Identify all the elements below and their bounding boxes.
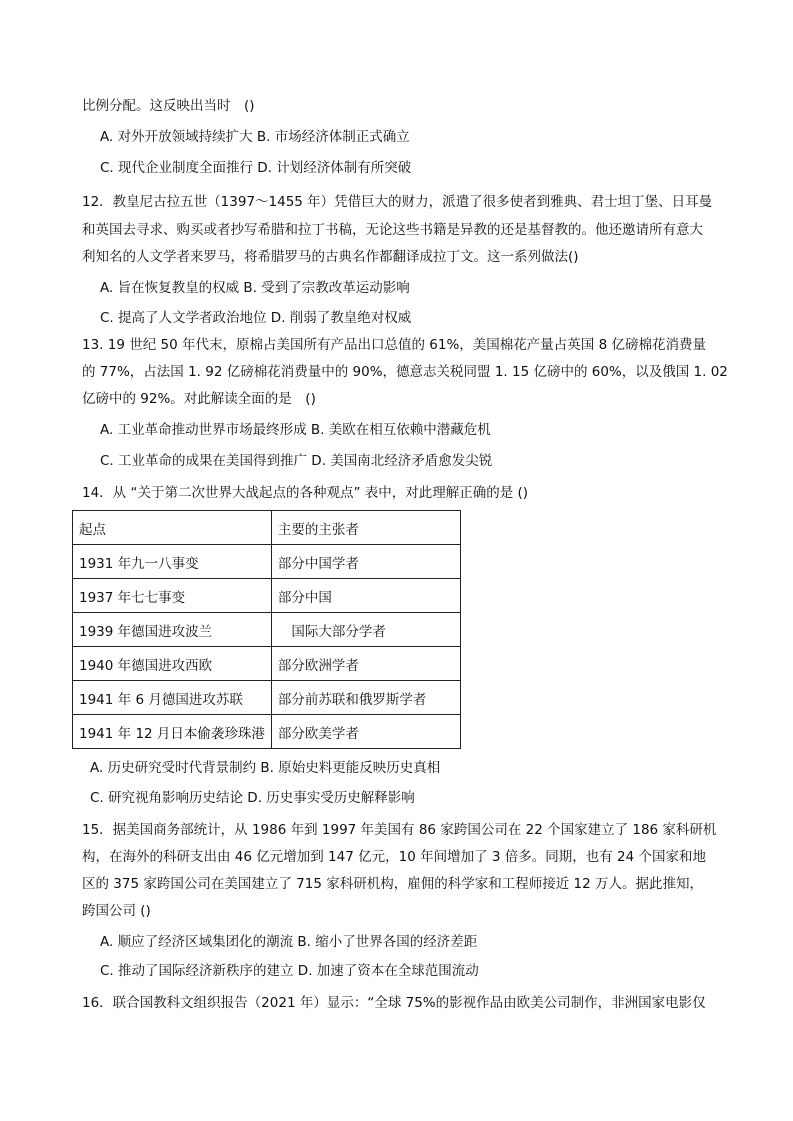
q15-stem-line2: 构，在海外的科研支出由 46 亿元增加到 147 亿元，10 年间增加了 3 倍多。同期，也有 24 个国家和地	[82, 849, 707, 865]
table-row	[73, 647, 461, 681]
table-cell: 1937 年七七事变	[73, 579, 272, 613]
table-cell: 部分中国学者	[271, 545, 460, 579]
q12-stem-line2: 和英国去寻求、购买或者抄写希腊和拉丁书稿，无论这些书籍是异教的还是基督教的。他还邀请所有意大	[82, 222, 703, 238]
table-cell: 部分前苏联和俄罗斯学者	[271, 681, 460, 715]
table-cell: 1931 年九一八事变	[73, 545, 272, 579]
q13-options-cd: C. 工业革命的成果在美国得到推广 D. 美国南北经济矛盾愈发尖锐	[100, 453, 493, 469]
q15-stem-line3: 区的 375 家跨国公司在美国建立了 715 家科研机构，雇佣的科学家和工程师接近 12 万人。据此推知，	[82, 876, 703, 892]
q13-stem-line3: 亿磅中的 92%。对此解读全面的是 ()	[82, 391, 316, 407]
table-row	[73, 579, 461, 613]
q15-stem-line1: 15．据美国商务部统计，从 1986 年到 1997 年美国有 86 家跨国公司在 22 个国家建立了 186 家科研机	[82, 822, 717, 838]
table-cell: 1941 年 6 月德国进攻苏联	[73, 681, 272, 715]
q12-options-ab: A. 旨在恢复教皇的权威 B. 受到了宗教改革运动影响	[100, 280, 410, 296]
q12-stem-line1: 12．教皇尼古拉五世（1397～1455 年）凭借巨大的财力，派遣了很多使者到雅典、君士坦丁堡、日耳曼	[82, 194, 713, 210]
q11-options-cd: C. 现代企业制度全面推行 D. 计划经济体制有所突破	[100, 160, 412, 176]
ww2-origin-table	[72, 510, 461, 749]
q11-stem-end: 比例分配。这反映出当时 ()	[82, 98, 255, 114]
table-row	[73, 681, 461, 715]
table-cell: 部分欧洲学者	[271, 647, 460, 681]
q15-options-ab: A. 顺应了经济区域集团化的潮流 B. 缩小了世界各国的经济差距	[100, 934, 478, 950]
q15-options-cd: C. 推动了国际经济新秩序的建立 D. 加速了资本在全球范围流动	[100, 963, 479, 979]
table-header-row	[73, 511, 461, 545]
q12-options-cd: C. 提高了人文学者政治地位 D. 削弱了教皇绝对权威	[100, 310, 412, 326]
table-row	[73, 715, 461, 749]
table-row	[73, 545, 461, 579]
q12-stem-line3: 利知名的人文学者来罗马，将希腊罗马的古典名作都翻译成拉丁文。这一系列做法()	[82, 249, 579, 265]
table-cell: 国际大部分学者	[271, 613, 460, 647]
q13-options-ab: A. 工业革命推动世界市场最终形成 B. 美欧在相互依赖中潜藏危机	[100, 422, 491, 438]
q13-stem-line1: 13. 19 世纪 50 年代末，原棉占美国所有产品出口总值的 61%，美国棉花产量占英国 8 亿磅棉花消费量	[82, 337, 706, 353]
table-cell: 部分中国	[271, 579, 460, 613]
table-header-cell: 起点	[73, 511, 272, 545]
q13-stem-line2: 的 77%，占法国 1. 92 亿磅棉花消费量中的 90%，德意志关税同盟 1. 15 亿磅中的 60%，以及俄国 1. 02	[82, 364, 728, 380]
table-header-cell: 主要的主张者	[271, 511, 460, 545]
q14-options-cd: C. 研究视角影响历史结论 D. 历史事实受历史解释影响	[90, 790, 415, 806]
table-cell: 1941 年 12 月日本偷袭珍珠港	[73, 715, 272, 749]
table-cell: 部分欧美学者	[271, 715, 460, 749]
table-cell: 1940 年德国进攻西欧	[73, 647, 272, 681]
q11-options-ab: A. 对外开放领域持续扩大 B. 市场经济体制正式确立	[100, 129, 410, 145]
q15-stem-line4: 跨国公司 ()	[82, 903, 151, 919]
q14-stem: 14．从 “关于第二次世界大战起点的各种观点” 表中，对此理解正确的是 ()	[82, 485, 529, 501]
table-row	[73, 613, 461, 647]
table-cell: 1939 年德国进攻波兰	[73, 613, 272, 647]
q16-stem-line1: 16．联合国教科文组织报告（2021 年）显示：“全球 75%的影视作品由欧美公司制作，非洲国家电影仅	[82, 995, 706, 1011]
q14-options-ab: A. 历史研究受时代背景制约 B. 原始史料更能反映历史真相	[90, 760, 441, 776]
